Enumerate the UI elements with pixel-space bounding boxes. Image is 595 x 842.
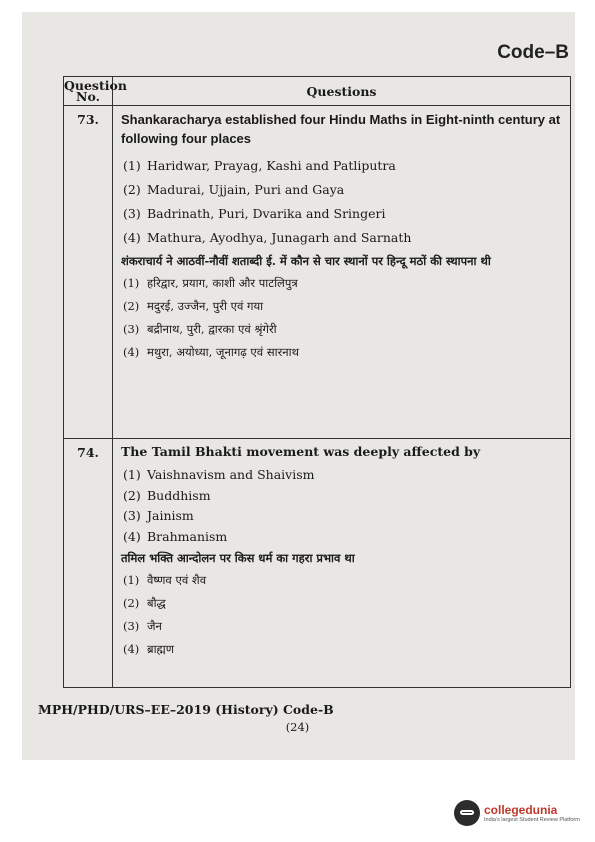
- option: (1) Haridwar, Prayag, Kashi and Patliputra: [123, 158, 396, 173]
- question-stem: Shankaracharya established four Hindu Maths in Eight-ninth century at following four places: [121, 112, 561, 146]
- option-hindi: (1) हरिद्वार, प्रयाग, काशी और पाटलिपुत्र: [123, 276, 298, 290]
- question-stem-hindi: शंकराचार्य ने आठवीं-नौवीं शताब्दी ई. में कौन से चार स्थानों पर हिन्दू मठों की स्थापना थी: [121, 254, 491, 268]
- option-hindi: (1) वैष्णव एवं शैव: [123, 573, 207, 587]
- mascot-icon: [454, 800, 480, 826]
- option-hindi: (4) मथुरा, अयोध्या, जूनागढ़ एवं सारनाथ: [123, 345, 300, 359]
- question-stem-hindi: तमिल भक्ति आन्दोलन पर किस धर्म का गहरा प्रभाव था: [121, 551, 355, 565]
- collegedunia-logo[interactable]: [454, 800, 580, 826]
- option-hindi: (2) मदुरई, उज्जैन, पुरी एवं गया: [123, 299, 264, 313]
- option: (3) Badrinath, Puri, Dvarika and Sringeri: [123, 206, 386, 221]
- question-body: [113, 439, 571, 688]
- option: (2) Buddhism: [123, 487, 211, 503]
- option: (3) Jainism: [123, 508, 194, 523]
- question-table: [63, 76, 571, 688]
- page-footer: MPH/PHD/URS–EE–2019 (History) Code-B: [38, 702, 334, 717]
- option: (4) Mathura, Ayodhya, Junagarh and Sarnath: [123, 230, 412, 245]
- question-stem: The Tamil Bhakti movement was deeply affected by: [121, 444, 481, 459]
- question-row: [64, 106, 571, 439]
- option-hindi: (4) ब्राह्मण: [123, 642, 175, 656]
- option-hindi: (2) बौद्ध: [123, 596, 166, 610]
- question-row: [64, 439, 571, 688]
- question-number: 74.: [64, 439, 113, 688]
- paper-code: Code–B: [497, 42, 569, 63]
- option-hindi: (3) जैन: [123, 619, 162, 633]
- option-hindi: (3) बद्रीनाथ, पुरी, द्वारका एवं श्रृंगेरी: [123, 322, 277, 336]
- logo-tagline: India's largest Student Review Platform: [484, 817, 580, 823]
- column-header-questions: Questions: [113, 77, 571, 106]
- question-body: [113, 106, 571, 439]
- logo-name: collegedunia: [484, 803, 558, 817]
- question-number: 73.: [64, 106, 113, 439]
- page-number: (24): [285, 720, 310, 734]
- column-header-question-no: Question No.: [64, 78, 127, 104]
- option: (1) Vaishnavism and Shaivism: [123, 467, 315, 482]
- option: (4) Brahmanism: [123, 528, 228, 544]
- table-header-row: [64, 77, 571, 106]
- option: (2) Madurai, Ujjain, Puri and Gaya: [123, 182, 345, 197]
